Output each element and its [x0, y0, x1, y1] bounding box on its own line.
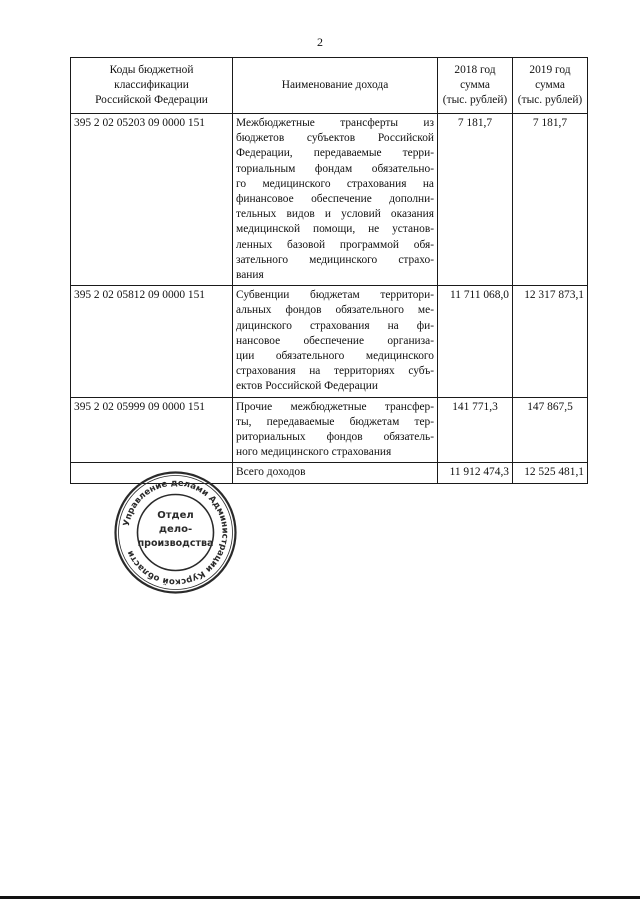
revenue-name-line: медицинской помощи, не установ- — [236, 223, 434, 236]
official-stamp — [113, 470, 238, 595]
row-budget-code: 395 2 02 05999 09 0000 151 — [71, 397, 233, 463]
row-revenue-name — [233, 114, 438, 286]
table-row — [71, 114, 588, 286]
table-row — [71, 286, 588, 397]
revenue-name-line: го медицинского страхования на — [236, 177, 434, 190]
revenue-name-line: риториальных фондов обязатель- — [236, 431, 434, 444]
revenue-name-line: нансовое обеспечение организа- — [236, 334, 434, 347]
header-2019-amount: 2019 год сумма (тыс. рублей) — [513, 58, 588, 114]
row-revenue-name — [233, 286, 438, 397]
revenue-name-line: альных фондов обязательного ме- — [236, 304, 434, 317]
row-amount-2018: 7 181,7 — [438, 114, 513, 286]
revenue-name-line: ного медицинского страхования — [236, 446, 392, 459]
revenue-name-line: вания — [236, 269, 264, 282]
revenue-name-line: дицинского страхования на фи- — [236, 319, 434, 332]
revenue-name-line: Межбюджетные трансферты из — [236, 117, 434, 129]
revenue-name-line: Прочие межбюджетные трансфер- — [236, 400, 434, 413]
stamp-center-line-1: Отдел — [157, 510, 194, 521]
row-amount-2019: 12 317 873,1 — [513, 286, 588, 397]
revenue-name-line: ты, передаваемые бюджетам тер- — [236, 415, 434, 428]
table-header-row — [71, 58, 588, 114]
total-amount-2019: 12 525 481,1 — [513, 463, 588, 483]
budget-revenue-table — [70, 57, 588, 484]
revenue-name-line: страхования на территориях субъ- — [236, 365, 434, 378]
revenue-name-line: Федерации, передаваемые терри- — [236, 147, 434, 160]
total-amount-2018: 11 912 474,3 — [438, 463, 513, 483]
row-amount-2019: 7 181,7 — [513, 114, 588, 286]
revenue-name-line: тельных видов и условий оказания — [236, 208, 434, 221]
row-amount-2019: 147 867,5 — [513, 397, 588, 463]
stamp-center-line-3: производства — [137, 538, 214, 549]
table-row — [71, 397, 588, 463]
revenue-name-line: ции обязательного медицинского — [236, 350, 434, 363]
revenue-name-line: финансовое обеспечение дополни- — [236, 193, 434, 206]
revenue-name-line: бюджетов субъектов Российской — [236, 132, 434, 145]
stamp-ring-text: Управление делами Администрации Курской области — [121, 478, 230, 587]
header-revenue-name: Наименование дохода — [233, 58, 438, 114]
revenue-name-line: Субвенции бюджетам территори- — [236, 289, 434, 302]
total-label: Всего доходов — [233, 463, 438, 483]
row-budget-code: 395 2 02 05203 09 0000 151 — [71, 114, 233, 286]
revenue-name-line: ленных базовой программой обя- — [236, 238, 434, 251]
revenue-name-line: ектов Российской Федерации — [236, 380, 378, 393]
header-codes: Коды бюджетной классификации Российской Федерации — [71, 58, 233, 114]
page-bottom-rule — [0, 896, 640, 899]
row-budget-code: 395 2 02 05812 09 0000 151 — [71, 286, 233, 397]
header-2018-amount: 2018 год сумма (тыс. рублей) — [438, 58, 513, 114]
page-number: 2 — [317, 35, 323, 49]
stamp-center-line-2: дело- — [158, 524, 193, 535]
row-amount-2018: 141 771,3 — [438, 397, 513, 463]
row-amount-2018: 11 711 068,0 — [438, 286, 513, 397]
revenue-name-line: ториальным фондам обязательно- — [236, 162, 434, 175]
row-revenue-name — [233, 397, 438, 463]
revenue-name-line: зательного медицинского страхо- — [236, 253, 434, 266]
